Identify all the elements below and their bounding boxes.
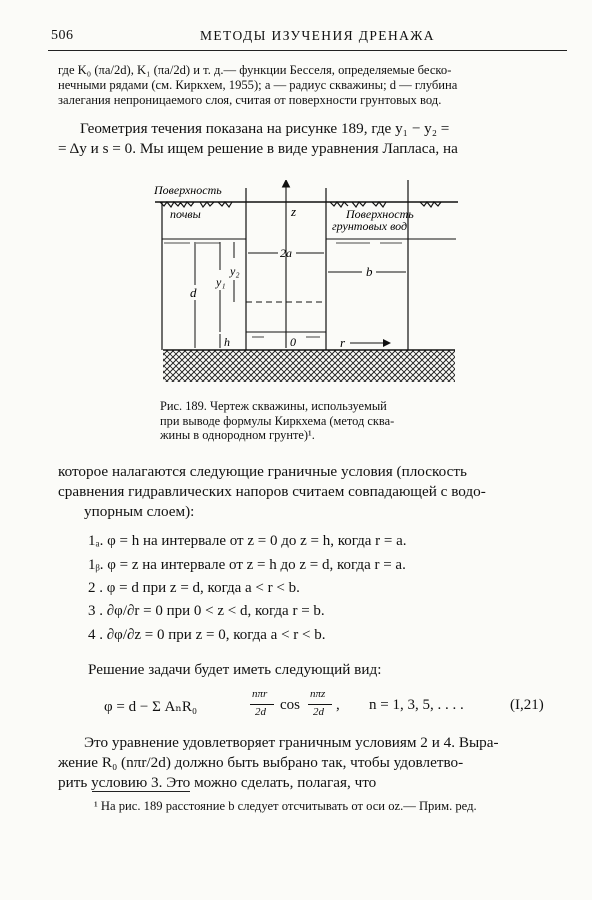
frac2-bar: [308, 704, 332, 705]
footnote-rule: [92, 791, 190, 792]
condition-4: 4 . ∂φ/∂z = 0 при z = 0, когда a < r < b.: [88, 627, 326, 643]
paragraph-line: упорным слоем):: [84, 503, 195, 520]
paragraph-3: [58, 733, 568, 793]
cos-function: cos: [280, 697, 300, 713]
intro-line: нечными рядами (см. Киркхем, 1955); a — радиус скважины; d — глубина: [58, 78, 458, 92]
figure-caption: [160, 399, 394, 443]
label-2a: 2a: [280, 246, 292, 260]
frac1-denominator: 2d: [255, 706, 266, 718]
intro-small-text: [58, 63, 568, 108]
label-h: h: [224, 335, 230, 349]
condition-1a: 1ₐ. φ = h на интервале от z = 0 до z = h, когда r = a.: [88, 533, 407, 549]
paragraph-line: жение R₀ (nπr/2d) должно быть выбрано так, чтобы удовлетво-: [58, 754, 464, 771]
solution-intro: Решение задачи будет иметь следующий вид:: [88, 661, 382, 678]
equation-I21: φ = d − Σ AₙR₀ nπr 2d cos nπz 2d , n = 1, 3, 5, . . . . (I,21): [104, 688, 544, 718]
well-diagram: [140, 180, 470, 390]
condition-1b: 1ᵦ. φ = z на интервале от z = h до z = d, когда r = a.: [88, 557, 406, 573]
frac1-bar: [250, 704, 274, 705]
paragraph-1: [58, 119, 568, 159]
label-gw-surface: Поверхность: [346, 207, 414, 221]
running-head: МЕТОДЫ ИЗУЧЕНИЯ ДРЕНАЖА: [200, 28, 435, 43]
label-soil: почвы: [170, 207, 201, 221]
frac2-numerator: nπz: [310, 688, 326, 700]
header-rule: [48, 50, 567, 51]
equation-n-values: n = 1, 3, 5, . . . .: [369, 697, 464, 713]
equation-number: (I,21): [510, 697, 544, 713]
label-b: b: [366, 264, 373, 279]
caption-line: при выводе формулы Киркхема (метод сква-: [160, 413, 395, 428]
caption-line: жины в однородном грунте)¹.: [160, 428, 315, 442]
label-r: r: [340, 335, 346, 350]
intro-line: где K₀ (πa/2d), K₁ (πa/2d) и т. д.— функции Бесселя, определяемые беско-: [58, 63, 452, 77]
paragraph-line: Это уравнение удовлетворяет граничным условиям 2 и 4. Выра-: [84, 734, 499, 751]
paragraph-line: = Δy и s = 0. Мы ищем решение в виде уравнения Лапласа, на: [58, 140, 458, 157]
paragraph-line: Геометрия течения показана на рисунке 189, где y₁ − y₂ =: [80, 120, 450, 137]
condition-3: 3 . ∂φ/∂r = 0 при 0 < z < d, когда r = b.: [88, 603, 325, 619]
label-gw-water: грунтовых вод: [332, 219, 408, 233]
footnote: ¹ На рис. 189 расстояние b следует отсчитывать от оси oz.— Прим. ред.: [94, 799, 477, 813]
caption-line: Рис. 189. Чертеж скважины, используемый: [160, 399, 387, 413]
equation-lhs: φ = d − Σ AₙR₀: [104, 699, 198, 715]
frac1-numerator: nπr: [252, 688, 268, 700]
label-y1: y₁: [216, 275, 226, 289]
paragraph-2: [58, 462, 568, 522]
label-soil-surface: Поверхность: [154, 183, 222, 197]
paragraph-line: которое налагаются следующие граничные условия (плоскость: [58, 463, 467, 480]
intro-line: залегания непроницаемого слоя, считая от поверхности грунтовых вод.: [58, 93, 442, 107]
paragraph-line: рить условию 3. Это можно сделать, полагая, что: [58, 774, 377, 791]
impermeable-layer: [163, 350, 455, 382]
condition-2: 2 . φ = d при z = d, когда a < r < b.: [88, 580, 300, 596]
label-y2: y₂: [230, 264, 240, 278]
page-number: 506: [51, 28, 74, 43]
label-d: d: [190, 285, 197, 300]
label-origin: 0: [290, 335, 296, 349]
label-z: z: [291, 204, 297, 219]
frac2-denominator: 2d: [313, 706, 324, 718]
paragraph-line: сравнения гидравлических напоров считаем совпадающей с водо-: [58, 483, 486, 500]
